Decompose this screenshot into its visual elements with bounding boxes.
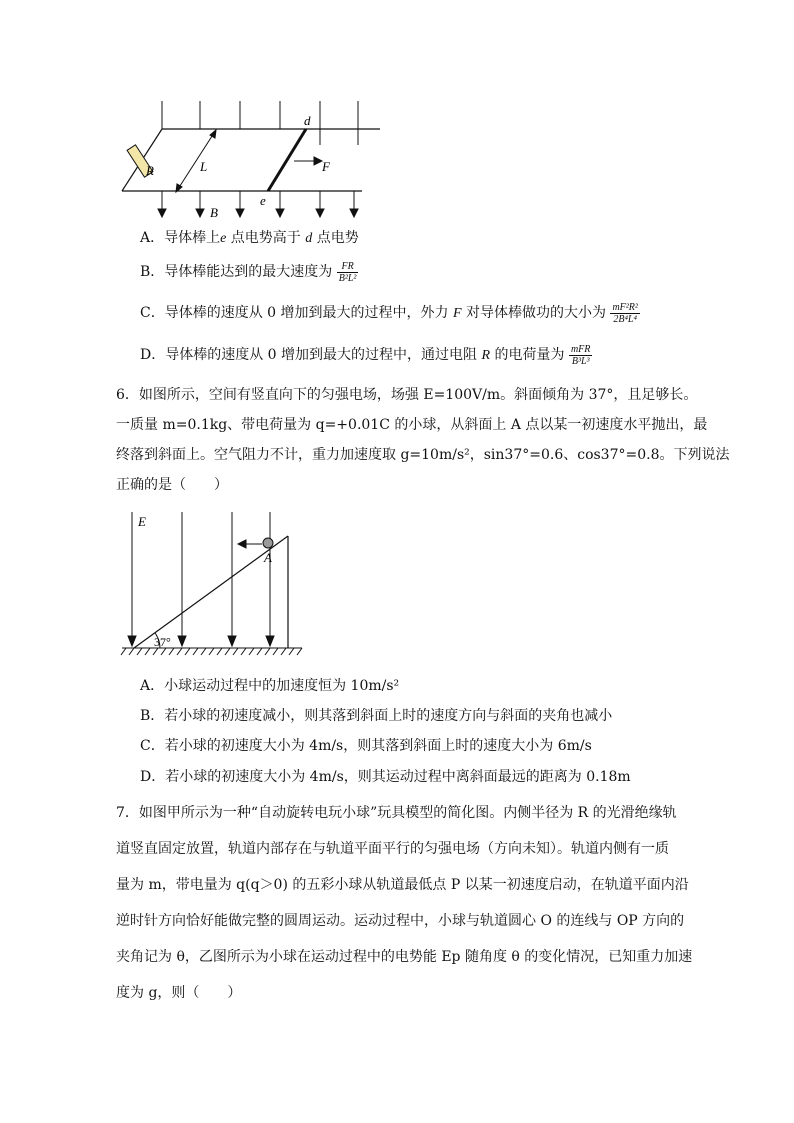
option-d-fraction: $\frac{\text{mFR}}{\text{B³L³}}$ <box>570 343 591 367</box>
velocity-arrow <box>238 540 262 548</box>
length-arrow <box>176 130 216 192</box>
field-lines-bottom <box>158 191 358 217</box>
q6-stem-line: 一质量 m=0.1kg、带电荷量为 q=+0.01C 的小球，从斜面上 A 点以某一初速度水平抛出，最 <box>116 417 708 433</box>
q7-stem-line: 度为 g，则（ ） <box>116 985 242 1001</box>
q6-figure <box>118 508 308 663</box>
q7-stem-line: 量为 m，带电量为 q(q＞0) 的五彩小球从轨道最低点 P 以某一初速度启动，在轨道平面内沿 <box>116 877 689 893</box>
option-b-fraction: $\frac{FR}{\text{B²L²}}$ <box>338 260 357 284</box>
q6-option-b[interactable]: B．若小球的初速度减小，则其落到斜面上时的速度方向与斜面的夹角也减小 <box>140 708 613 724</box>
label-d: d <box>304 113 311 128</box>
label-L: L <box>200 159 208 174</box>
q7-stem <box>116 795 692 1011</box>
q7-stem-line: 7．如图甲所示为一种“自动旋转电玩小球”玩具模型的简化图。内侧半径为 R 的光滑绝缘轨 <box>116 805 677 821</box>
label-A: A <box>264 550 272 565</box>
label-angle: 37° <box>154 635 171 649</box>
ground <box>121 648 302 655</box>
electric-field-lines <box>128 512 274 646</box>
conductor-rod <box>268 129 306 191</box>
label-B: B <box>210 205 218 220</box>
q7-stem-line: 道竖直固定放置，轨道内部存在与轨道平面平行的匀强电场（方向未知）。轨道内侧有一质 <box>116 841 669 857</box>
q5-option-d[interactable]: D．导体棒的速度从 0 增加到最大的过程中，通过电阻 R 的电荷量为 $\frac{\text{mFR}}{\text{B³L³}}$ <box>140 343 591 367</box>
q6-stem <box>116 380 730 500</box>
q6-stem-line: 正确的是（ ） <box>116 477 228 493</box>
q6-option-a[interactable]: A．小球运动过程中的加速度恒为 10m/s² <box>140 678 400 694</box>
q5-option-c[interactable]: C．导体棒的速度从 0 增加到最大的过程中，外力 F 对导体棒做功的大小为 $\frac{\text{mF²R²}}{\text{2B⁴L⁴}}$ <box>140 301 638 325</box>
q6-option-c[interactable]: C．若小球的初速度大小为 4m/s，则其落到斜面上时的速度大小为 6m/s <box>140 738 592 754</box>
field-lines-top <box>162 101 358 145</box>
q6-option-d[interactable]: D．若小球的初速度大小为 4m/s，则其运动过程中离斜面最远的距离为 0.18m <box>140 769 631 785</box>
force-arrow <box>294 157 322 165</box>
q6-stem-line: 6．如图所示，空间有竖直向下的匀强电场，场强 E=100V/m。斜面倾角为 37°，且足够长。 <box>116 387 698 403</box>
q6-stem-line: 终落到斜面上。空气阻力不计，重力加速度取 g=10m/s²，sin37°=0.6、cos37°=0.8。下列说法 <box>116 447 730 463</box>
q7-stem-line: 逆时针方向恰好能做完整的圆周运动。运动过程中，小球与轨道圆心 O 的连线与 OP 方向的 <box>116 913 685 929</box>
label-F: F <box>322 159 330 174</box>
ball <box>263 538 273 548</box>
label-R: R <box>146 163 154 178</box>
label-E: E <box>138 514 146 529</box>
q5-option-a[interactable]: A．导体棒上e 点电势高于 d 点电势 <box>140 230 359 246</box>
label-e: e <box>260 193 266 208</box>
q7-stem-line: 夹角记为 θ，乙图所示为小球在运动过程中的电势能 Ep 随角度 θ 的变化情况，已知重力加速 <box>116 949 693 965</box>
q5-figure <box>110 95 400 225</box>
q5-option-b[interactable]: B．导体棒能达到的最大速度为 $\frac{FR}{\text{B²L²}}$ <box>140 260 357 284</box>
option-c-fraction: $\frac{\text{mF²R²}}{\text{2B⁴L⁴}}$ <box>612 301 638 325</box>
